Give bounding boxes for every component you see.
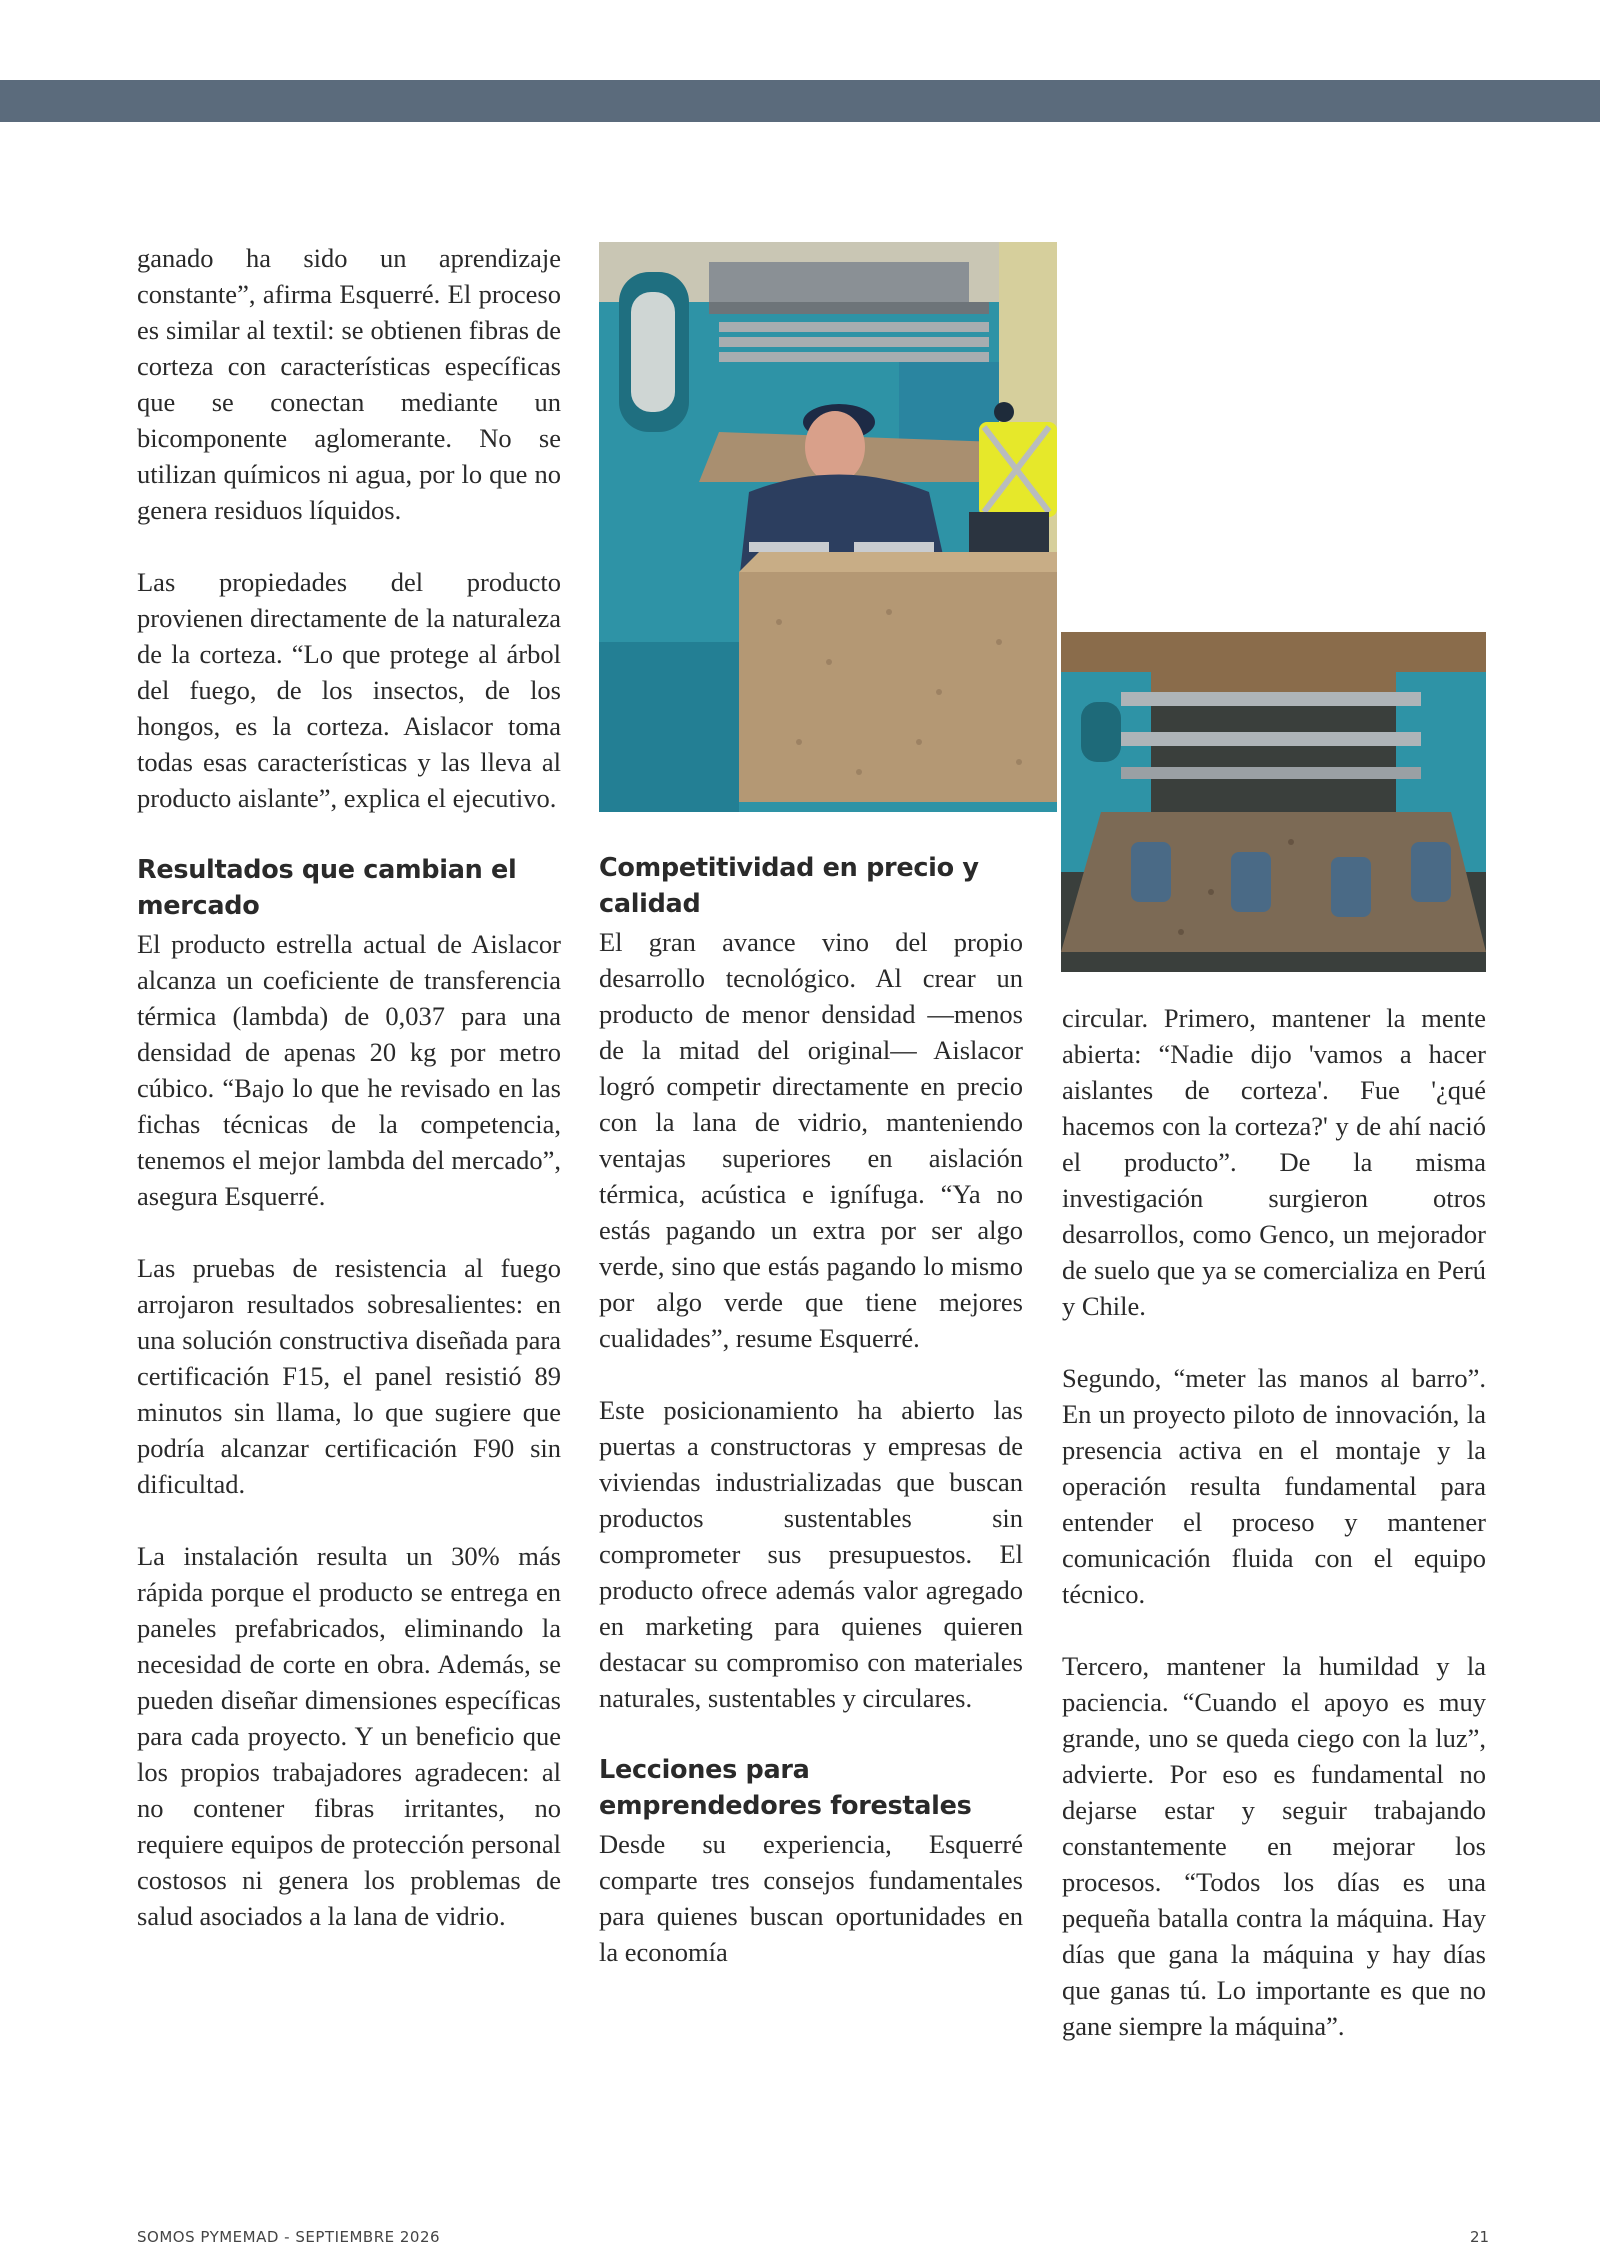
header-band [0,80,1600,122]
paragraph: Tercero, mantener la humildad y la paciencia. “Cuando el apoyo es muy grande, uno se queda ciego con la luz”, advierte. Por eso es fundamental no dejarse estar y seguir trabajando constantemente en mejorar los procesos. “Todos los días es una pequeña batalla contra la máquina. Hay días que gana la máquina y hay días que ganas tú. Lo importante es que no gane siempre la máquina”. [1062,1651,1486,2041]
text-column-3 [1062,1000,1486,2080]
factory-photo-workers-image [599,242,1057,812]
paragraph: Segundo, “meter las manos al barro”. En un proyecto piloto de innovación, la presencia activa en el montaje y la operación resulta fundamental para entender el proceso y mantener comunicación fluida con el equipo técnico. [1062,1363,1486,1609]
paragraph: ganado ha sido un aprendizaje constante”, afirma Esquerré. El proceso es similar al textil: se obtienen fibras de corteza con características específicas que se conectan mediante un bicomponente aglomerante. No se utilizan químicos ni agua, por lo que no genera residuos líquidos. [137,243,561,525]
section-heading-competitividad: Competitividad en precio y calidad [599,853,979,919]
paragraph: Desde su experiencia, Esquerré comparte tres consejos fundamentales para quienes buscan oportunidades en la economía [599,1829,1023,1967]
text-column-2 [599,850,1023,2006]
paragraph: El gran avance vino del propio desarrollo tecnológico. Al crear un producto de menor densidad —menos de la mitad del original— Aislacor logró competir directamente en precio con la lana de vidrio, manteniendo ventajas superiores en aislación térmica, acústica e ignífuga. “Ya no estás pagando un extra por ser algo verde, sino que estás pagando lo mismo por algo verde que tiene mejores cualidades”, resume Esquerré. [599,927,1023,1353]
paragraph: Este posicionamiento ha abierto las puertas a constructoras y empresas de viviendas industrializadas que buscan productos sustentables sin comprometer sus presupuestos. El producto ofrece además valor agregado en marketing para quienes quieren destacar su compromiso con materiales naturales, sustentables y circulares. [599,1395,1023,1713]
page-number: 21 [1470,2228,1490,2246]
section-heading-resultados: Resultados que cambian el mercado [137,855,517,921]
paragraph: La instalación resulta un 30% más rápida porque el producto se entrega en paneles prefabricados, eliminando la necesidad de corte en obra. Además, se pueden diseñar dimensiones específicas para cada proyecto. Y un beneficio que los propios trabajadores agradecen: al no contener fibras irritantes, no requiere equipos de protección personal costosos ni genera los problemas de salud asociados a la lana de vidrio. [137,1541,561,1931]
paragraph: Las propiedades del producto provienen directamente de la naturaleza de la corteza. “Lo que protege al árbol del fuego, de los insectos, de los hongos, es la corteza. Aislacor toma todas esas características y las lleva al producto aislante”, explica el ejecutivo. [137,567,561,813]
text-column-1 [137,240,561,1970]
paragraph: Las pruebas de resistencia al fuego arrojaron resultados sobresalientes: en una solución constructiva diseñada para certificación F15, el panel resistió 89 minutos sin llama, lo que sugiere que podría alcanzar certificación F90 sin dificultad. [137,1253,561,1499]
paragraph: circular. Primero, mantener la mente abierta: “Nadie dijo 'vamos a hacer aislantes de corteza'. Fue '¿qué hacemos con la corteza?' y de ahí nació el producto”. De la misma investigación surgieron otros desarrollos, como Genco, un mejorador de suelo que ya se comercializa en Perú y Chile. [1062,1003,1486,1321]
footer-publication: SOMOS PYMEMAD - SEPTIEMBRE 2026 [137,2228,441,2246]
factory-photo-machinery-image [1061,632,1486,972]
paragraph: El producto estrella actual de Aislacor alcanza un coeficiente de transferencia térmica (lambda) de 0,037 para una densidad de apenas 20 kg por metro cúbico. “Bajo lo que he revisado en las fichas técnicas de la competencia, tenemos el mejor lambda del mercado”, asegura Esquerré. [137,929,561,1211]
factory-photo-machinery [1057,628,1490,976]
section-heading-lecciones: Lecciones para emprendedores forestales [599,1755,972,1821]
factory-photo-workers [599,242,1057,812]
